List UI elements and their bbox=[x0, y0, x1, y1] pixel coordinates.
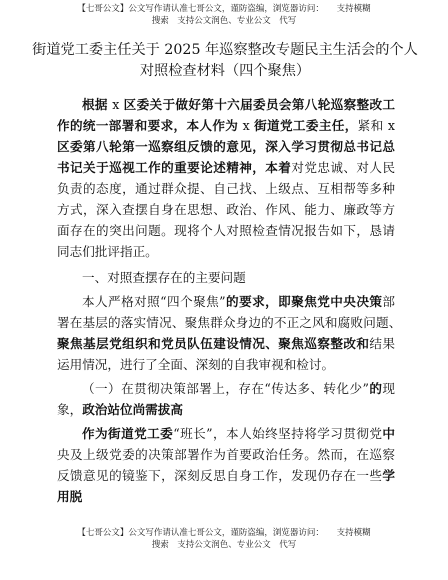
header-line-1: 【七哥公文】公文写作请认准七哥公文，谨防盗编，浏览器访问： 支持模糊 bbox=[77, 4, 371, 14]
text-run: 部署在基层的落实情况、聚焦群众身边的不正之风和腐败问题、 bbox=[57, 294, 408, 330]
text-run: x bbox=[107, 97, 124, 112]
text-run: （一）在贯彻决策部署上，存在“传达多、转化少” bbox=[82, 381, 369, 396]
text-run: 区委 bbox=[57, 139, 84, 154]
text-run: 的要求，即聚焦党中央决策 bbox=[225, 294, 383, 309]
text-run: 深入学习贯彻总书记总书记 bbox=[57, 139, 396, 175]
page-footer-watermark bbox=[0, 527, 448, 551]
text-run: 政治站位尚需拔高 bbox=[82, 402, 183, 417]
text-run: 的 bbox=[368, 381, 383, 396]
text-run: 结果运用情况，进行了全面、深刻的自我审视和检讨。 bbox=[57, 336, 396, 372]
text-run: 本着 bbox=[265, 160, 292, 175]
text-run: 关于巡视工作的重要论述精神， bbox=[83, 160, 266, 175]
footer-line-1: 【七哥公文】公文写作请认准七哥公文，谨防盗编，浏览器访问： 支持模糊 bbox=[77, 528, 371, 538]
text-run: 第八轮第一巡察组反馈的意见， bbox=[83, 139, 266, 154]
text-run: 紧和 bbox=[357, 118, 384, 133]
text-run: 根据 bbox=[82, 97, 108, 112]
text-run: 央及上级党委的决策部署作为首要政治任务。然而，在巡察反馈意见的镜鉴下，深刻反思自身工作，发现仍存在一些 bbox=[57, 447, 395, 483]
text-run: 学用脱 bbox=[57, 468, 395, 504]
text-run: 聚焦基层党组织和党员队伍建设情况、聚焦巡察整改和 bbox=[57, 336, 370, 351]
intro-paragraph bbox=[57, 94, 395, 262]
text-run: 作为街道党工委 bbox=[82, 426, 174, 441]
page-header-watermark bbox=[0, 3, 448, 27]
subsection-heading-1 bbox=[57, 378, 395, 420]
text-run: “班长”，本人始终坚持将学习贯彻党 bbox=[173, 426, 383, 441]
text-run: 中 bbox=[382, 426, 395, 441]
text-run: x bbox=[238, 118, 255, 133]
section-heading-1: 一、对照查摆存在的主要问题 bbox=[82, 270, 246, 285]
header-line-2: 搜索 支持公文润色、专业公文 代写 bbox=[151, 16, 297, 26]
document-body bbox=[57, 94, 408, 507]
text-run: 现象， bbox=[57, 381, 395, 417]
subsection-1-paragraph bbox=[57, 423, 395, 507]
text-run: 对党忠诚、对人民负责的态度，通过群众提、自己找、上级点、互相帮等多种方式，深入查摆自身在思想、政治、作风、能力、廉政等方面存在的突出问题。现将个人对照检查情况报告如下，恳请同志们批评指正。 bbox=[57, 160, 396, 259]
text-run: 区委关于做好第十六届委员会第八轮巡察整改工作的统一部署和要求，本人作为 bbox=[57, 97, 396, 133]
footer-line-2: 搜索 支持公文润色、专业公文 代写 bbox=[151, 540, 297, 550]
section-1-paragraph bbox=[57, 291, 408, 375]
document-title: 街道党工委主任关于 2025 年巡察整改专题民主生活会的个人对照检查材料（四个聚焦） bbox=[32, 42, 418, 79]
text-run: 街道党工委主任， bbox=[254, 118, 358, 133]
text-run: x bbox=[383, 118, 396, 133]
text-run: 本人严格对照“四个聚焦” bbox=[82, 294, 226, 309]
